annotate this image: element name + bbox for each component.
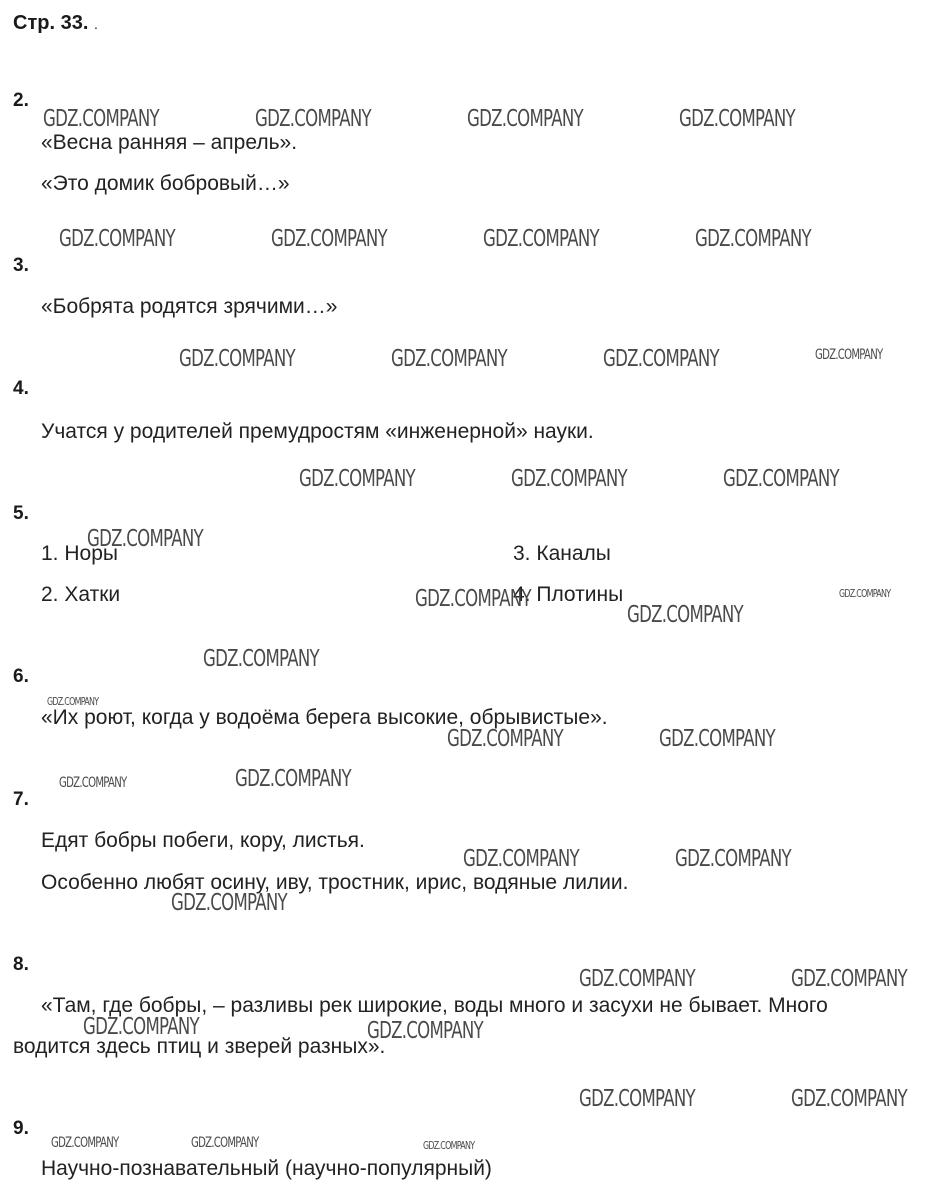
watermark: GDZ.COMPANY bbox=[579, 966, 695, 992]
watermark: GDZ.COMPANY bbox=[367, 1018, 483, 1044]
watermark: GDZ.COMPANY bbox=[603, 346, 719, 372]
watermark: GDZ.COMPANY bbox=[171, 890, 287, 916]
watermark: GDZ.COMPANY bbox=[659, 726, 775, 752]
watermark: GDZ.COMPANY bbox=[791, 1086, 907, 1112]
watermark: GDZ.COMPANY bbox=[815, 347, 883, 363]
watermark: GDZ.COMPANY bbox=[679, 106, 795, 132]
answer-line: «Их роют, когда у водоёма берега высокие, обрывистые». bbox=[41, 706, 608, 729]
item-number: 2. bbox=[13, 90, 29, 111]
watermark: GDZ.COMPANY bbox=[391, 346, 507, 372]
answer-line: «Весна ранняя – апрель». bbox=[41, 131, 298, 154]
item-number: 8. bbox=[13, 954, 29, 975]
answer-line: 3. Каналы bbox=[513, 542, 611, 565]
watermark: GDZ.COMPANY bbox=[87, 526, 203, 552]
watermark: GDZ.COMPANY bbox=[791, 966, 907, 992]
watermark: GDZ.COMPANY bbox=[839, 587, 891, 600]
answer-line: водится здесь птиц и зверей разных». bbox=[13, 1035, 386, 1058]
watermark: GDZ.COMPANY bbox=[255, 106, 371, 132]
watermark: GDZ.COMPANY bbox=[47, 695, 99, 708]
answer-line: «Это домик бобровый…» bbox=[41, 172, 290, 195]
watermark: GDZ.COMPANY bbox=[59, 226, 175, 252]
page-title: Стр. 33. . bbox=[13, 12, 98, 34]
watermark: GDZ.COMPANY bbox=[447, 726, 563, 752]
watermark: GDZ.COMPANY bbox=[483, 226, 599, 252]
watermark: GDZ.COMPANY bbox=[467, 106, 583, 132]
watermark: GDZ.COMPANY bbox=[271, 226, 387, 252]
answer-line: 2. Хатки bbox=[41, 583, 121, 606]
watermark: GDZ.COMPANY bbox=[463, 846, 579, 872]
title-mark: . bbox=[93, 16, 98, 32]
answer-line: Едят бобры побеги, кору, листья. bbox=[41, 829, 365, 852]
answer-line: Учатся у родителей премудростям «инженерной» науки. bbox=[41, 420, 594, 443]
item-number: 4. bbox=[13, 378, 29, 399]
answer-line: Особенно любят осину, иву, тростник, ирис, водяные лилии. bbox=[41, 871, 629, 894]
watermark: GDZ.COMPANY bbox=[203, 646, 319, 672]
watermark: GDZ.COMPANY bbox=[723, 466, 839, 492]
watermark: GDZ.COMPANY bbox=[415, 586, 531, 612]
item-number: 9. bbox=[13, 1118, 29, 1139]
watermark: GDZ.COMPANY bbox=[675, 846, 791, 872]
watermark: GDZ.COMPANY bbox=[695, 226, 811, 252]
watermark: GDZ.COMPANY bbox=[627, 602, 743, 628]
answer-line: 1. Норы bbox=[41, 542, 118, 565]
item-number: 5. bbox=[13, 503, 29, 524]
watermark: GDZ.COMPANY bbox=[43, 106, 159, 132]
watermark: GDZ.COMPANY bbox=[579, 1086, 695, 1112]
watermark: GDZ.COMPANY bbox=[51, 1135, 119, 1151]
watermark: GDZ.COMPANY bbox=[59, 775, 127, 791]
item-number: 7. bbox=[13, 789, 29, 810]
answer-line: «Там, где бобры, – разливы рек широкие, воды много и засухи не бывает. Много bbox=[41, 994, 828, 1017]
watermark: GDZ.COMPANY bbox=[83, 1014, 199, 1040]
answer-line: 4. Плотины bbox=[513, 583, 624, 606]
watermark: GDZ.COMPANY bbox=[191, 1135, 259, 1151]
watermark: GDZ.COMPANY bbox=[423, 1139, 475, 1152]
watermark: GDZ.COMPANY bbox=[235, 766, 351, 792]
watermark: GDZ.COMPANY bbox=[511, 466, 627, 492]
answer-line: «Бобрята родятся зрячими…» bbox=[41, 295, 338, 318]
watermark: GDZ.COMPANY bbox=[299, 466, 415, 492]
watermark: GDZ.COMPANY bbox=[179, 346, 295, 372]
item-number: 3. bbox=[13, 255, 29, 276]
answer-line: Научно-познавательный (научно-популярный) bbox=[41, 1157, 492, 1180]
item-number: 6. bbox=[13, 666, 29, 687]
